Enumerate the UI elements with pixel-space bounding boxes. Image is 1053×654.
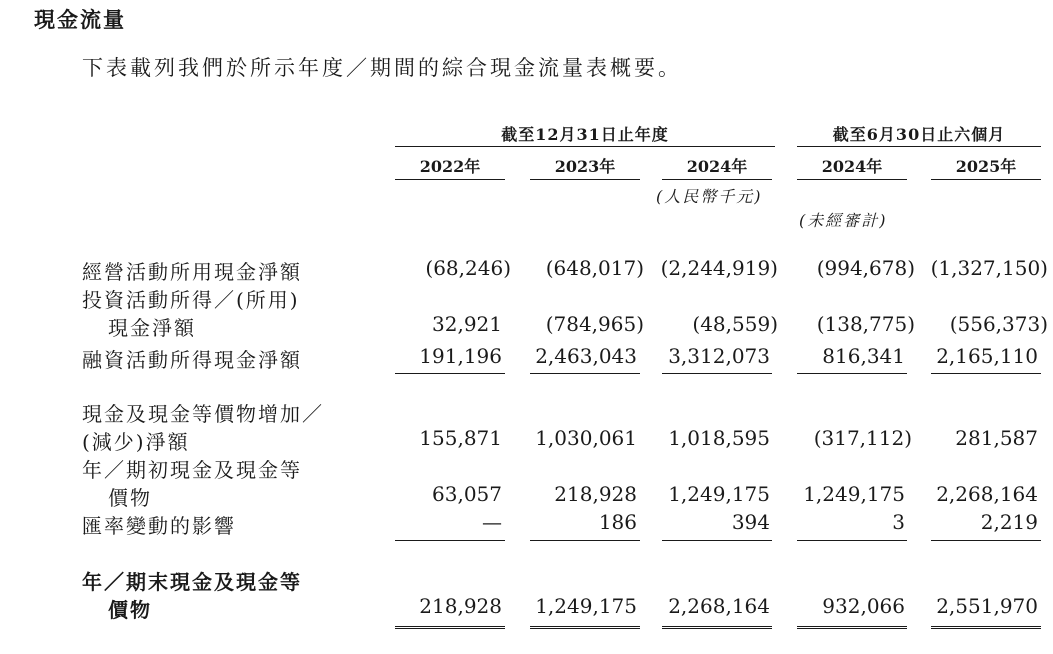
cell-value: (138,775) — [816, 312, 915, 336]
row-label-fx-effect: 匯率變動的影響 — [82, 514, 236, 538]
row-label-investing-cont: 現金淨額 — [108, 316, 196, 340]
total-double-rule — [395, 626, 505, 629]
year-rule — [530, 179, 640, 180]
cell-value: (48,559) — [692, 312, 778, 336]
cell-value: 3,312,073 — [668, 344, 770, 368]
year-header-2024-interim: 2024年 — [821, 157, 883, 176]
row-label-net-change: 現金及現金等價物增加／ — [82, 402, 324, 426]
cell-value: 191,196 — [419, 344, 502, 368]
year-header-2023: 2023年 — [554, 157, 616, 176]
row-label-financing: 融資活動所得現金淨額 — [82, 348, 302, 372]
cell-value: (784,965) — [545, 312, 644, 336]
subtotal-rule — [797, 373, 907, 374]
cell-value: (556,373) — [949, 312, 1048, 336]
total-double-rule — [797, 626, 907, 629]
group-header-interim: 截至6月30日止六個月 — [832, 125, 1006, 144]
row-label-closing: 年／期末現金及現金等 — [82, 570, 302, 594]
row-label-investing: 投資活動所得／(所用) — [82, 288, 300, 312]
cell-value: (317,112) — [813, 426, 912, 450]
row-label-net-change-cont: (減少)淨額 — [82, 430, 190, 454]
cell-value: — — [482, 510, 502, 534]
subtotal-rule — [530, 373, 640, 374]
subtotal-rule — [662, 540, 772, 541]
intro-text: 下表載列我們於所示年度／期間的綜合現金流量表概要。 — [82, 56, 682, 80]
cell-value: 186 — [598, 510, 637, 534]
cell-value: (994,678) — [816, 256, 915, 280]
cell-value: (2,244,919) — [660, 256, 778, 280]
cell-value: 1,030,061 — [535, 426, 637, 450]
row-label-operating: 經營活動所用現金淨額 — [82, 260, 302, 284]
subtotal-rule — [931, 373, 1041, 374]
total-double-rule — [931, 626, 1041, 629]
year-rule — [395, 179, 505, 180]
cell-value: 3 — [892, 510, 905, 534]
cell-value: 32,921 — [432, 312, 502, 336]
cell-value: (1,327,150) — [930, 256, 1048, 280]
cell-value: 1,018,595 — [668, 426, 770, 450]
cell-value: 1,249,175 — [803, 482, 905, 506]
year-header-2022: 2022年 — [419, 157, 481, 176]
year-rule — [662, 179, 772, 180]
cell-value: 2,551,970 — [936, 594, 1038, 618]
cell-value: 63,057 — [432, 482, 502, 506]
total-double-rule — [662, 626, 772, 629]
year-rule — [797, 179, 907, 180]
year-rule — [931, 179, 1041, 180]
cell-value: 394 — [731, 510, 770, 534]
cell-value: 218,928 — [554, 482, 637, 506]
unit-note: (人民幣千元) — [656, 187, 763, 206]
row-label-opening-cont: 價物 — [108, 486, 152, 510]
cell-value: (648,017) — [545, 256, 644, 280]
row-label-opening: 年／期初現金及現金等 — [82, 458, 302, 482]
cell-value: 1,249,175 — [668, 482, 770, 506]
cell-value: 2,268,164 — [936, 482, 1038, 506]
cell-value: 816,341 — [822, 344, 905, 368]
unaudited-note: (未經審計) — [799, 211, 888, 230]
total-double-rule — [530, 626, 640, 629]
subtotal-rule — [797, 540, 907, 541]
year-header-2025-interim: 2025年 — [955, 157, 1017, 176]
subtotal-rule — [395, 373, 505, 374]
subtotal-rule — [530, 540, 640, 541]
group-header-annual: 截至12月31日止年度 — [501, 125, 669, 144]
cell-value: 1,249,175 — [535, 594, 637, 618]
section-heading: 現金流量 — [34, 7, 126, 32]
group-rule-annual — [395, 146, 775, 147]
cell-value: 155,871 — [419, 426, 502, 450]
cell-value: 2,463,043 — [535, 344, 637, 368]
row-label-closing-cont: 價物 — [108, 598, 152, 622]
subtotal-rule — [662, 373, 772, 374]
cell-value: (68,246) — [425, 256, 511, 280]
year-header-2024: 2024年 — [686, 157, 748, 176]
group-rule-interim — [797, 146, 1041, 147]
subtotal-rule — [931, 540, 1041, 541]
cell-value: 2,165,110 — [936, 344, 1038, 368]
cell-value: 2,219 — [980, 510, 1038, 534]
cell-value: 218,928 — [419, 594, 502, 618]
cell-value: 281,587 — [955, 426, 1038, 450]
cell-value: 2,268,164 — [668, 594, 770, 618]
subtotal-rule — [395, 540, 505, 541]
cell-value: 932,066 — [822, 594, 905, 618]
